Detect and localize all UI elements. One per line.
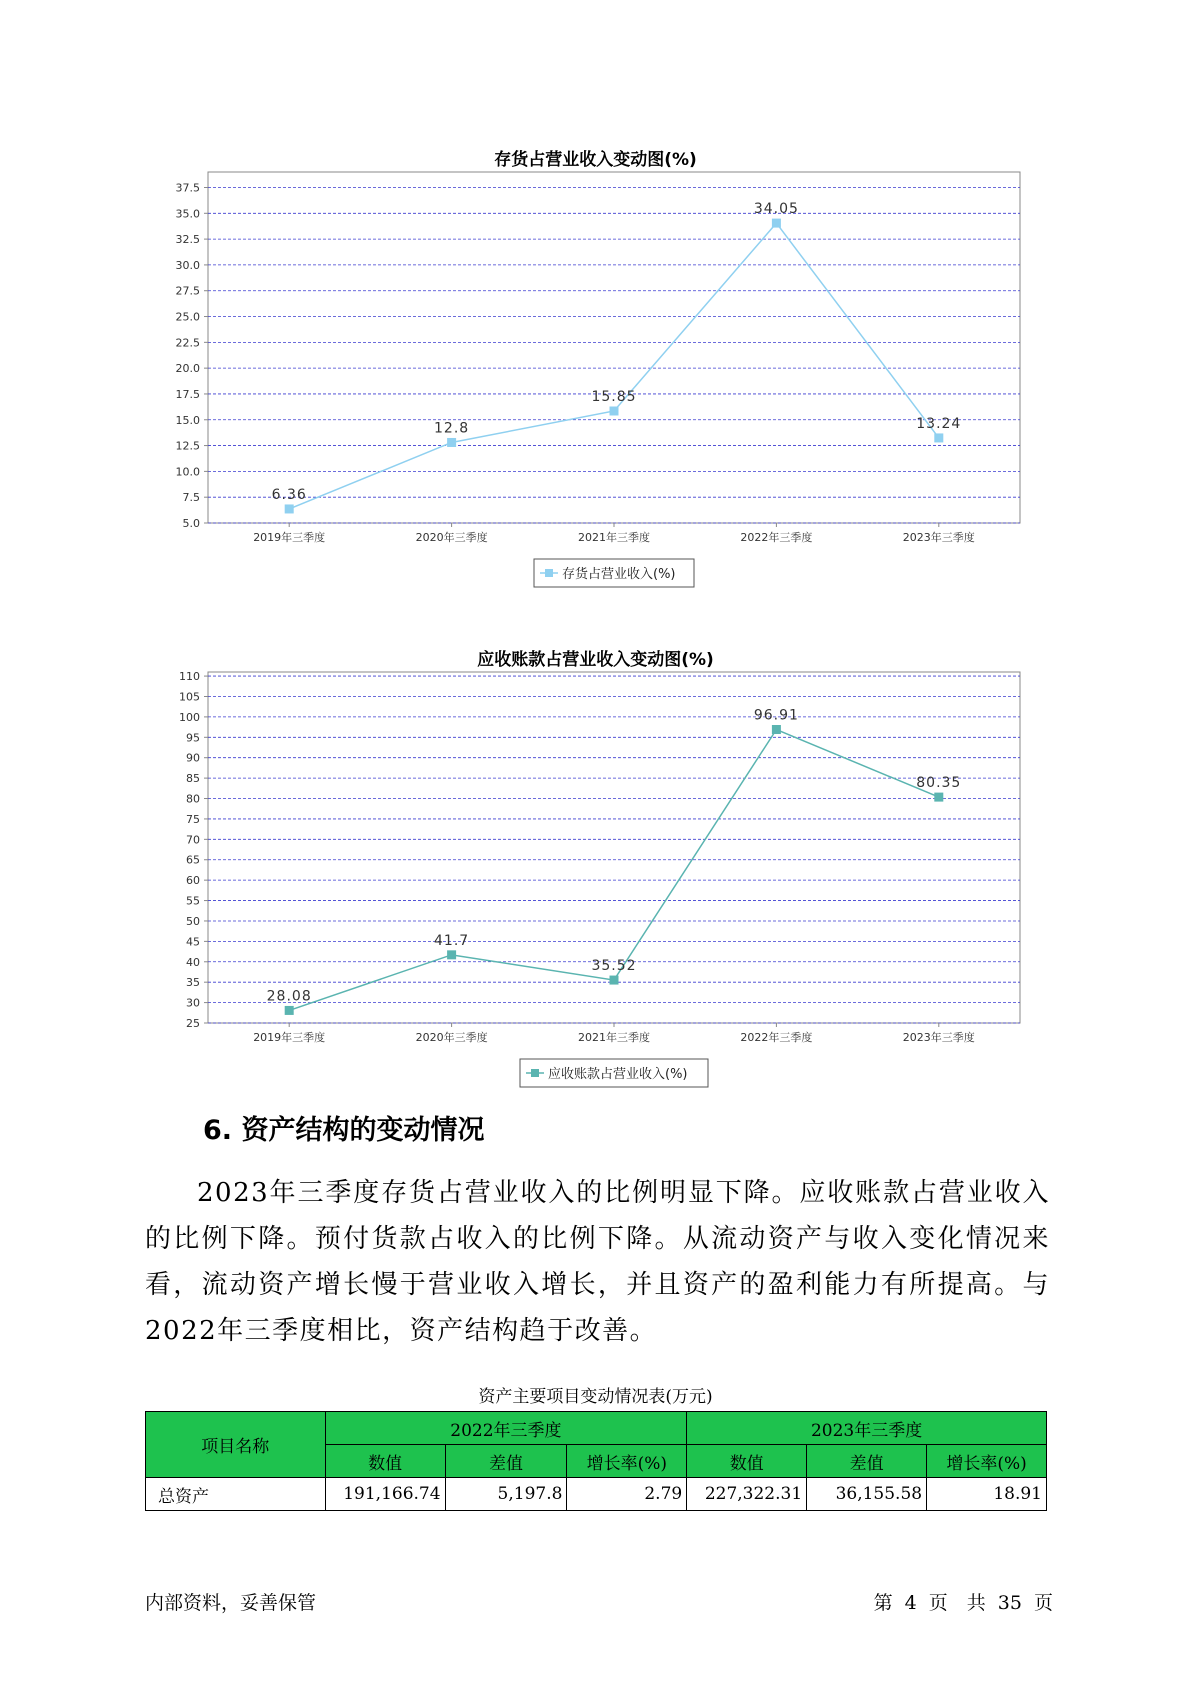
data-label: 96.91: [753, 707, 799, 724]
x-tick-label: 2022年三季度: [740, 531, 813, 544]
data-label: 13.24: [916, 415, 962, 432]
y-tick-label: 75: [186, 812, 200, 826]
table-caption: 资产主要项目变动情况表(万元): [478, 1387, 713, 1407]
x-tick-label: 2021年三季度: [578, 1031, 650, 1044]
x-tick-label: 2023年三季度: [902, 531, 975, 544]
legend-label: 应收账款占营业收入(%): [548, 1067, 688, 1082]
data-point: [447, 950, 456, 959]
legend-marker: [545, 569, 553, 577]
data-label: 80.35: [916, 775, 962, 792]
header-value: 数值: [325, 1445, 445, 1478]
data-point: [934, 433, 943, 442]
legend-marker: [531, 1069, 539, 1077]
data-point: [772, 725, 781, 734]
y-tick-label: 80: [186, 792, 200, 806]
data-point: [285, 504, 294, 513]
y-tick-label: 45: [186, 935, 200, 949]
y-tick-label: 37.5: [175, 181, 200, 195]
y-tick-label: 60: [186, 874, 200, 888]
header-diff: 差值: [445, 1445, 567, 1478]
y-tick-label: 7.5: [182, 491, 200, 505]
x-tick-label: 2023年三季度: [902, 1031, 975, 1044]
y-tick-label: 90: [186, 751, 200, 765]
receivables-ratio-chart: [0, 660, 1191, 1100]
x-tick-label: 2020年三季度: [415, 1031, 488, 1044]
header-rate: 增长率(%): [927, 1445, 1047, 1478]
y-tick-label: 25: [186, 1017, 200, 1030]
y-tick-label: 105: [179, 690, 200, 704]
header-item-name: 项目名称: [146, 1412, 326, 1478]
data-point: [285, 1006, 294, 1015]
y-tick-label: 100: [179, 710, 200, 724]
y-tick-label: 22.5: [175, 336, 200, 350]
y-tick-label: 65: [186, 853, 200, 867]
row-diff-2022: 5,197.8: [445, 1478, 567, 1511]
footer-page-number: 第 4 页 共 35 页: [873, 1592, 1053, 1614]
data-point: [772, 219, 781, 228]
table-header-row: [146, 1412, 1047, 1445]
header-period-2022: 2022年三季度: [325, 1412, 687, 1445]
footer-confidential: 内部资料，妥善保管: [145, 1592, 317, 1614]
header-diff: 差值: [807, 1445, 927, 1478]
data-label: 41.7: [434, 932, 470, 949]
y-tick-label: 17.5: [175, 387, 200, 401]
x-tick-label: 2022年三季度: [740, 1031, 813, 1044]
header-rate: 增长率(%): [567, 1445, 687, 1478]
row-diff-2023: 36,155.58: [807, 1478, 927, 1511]
y-tick-label: 30.0: [175, 258, 200, 272]
plot-frame: [208, 172, 1020, 523]
row-rate-2023: 18.91: [927, 1478, 1047, 1511]
y-tick-label: 50: [186, 914, 200, 928]
header-period-2023: 2023年三季度: [687, 1412, 1047, 1445]
asset-change-table: [145, 1411, 1047, 1511]
data-label: 6.36: [271, 486, 307, 503]
x-tick-label: 2019年三季度: [253, 531, 326, 544]
y-tick-label: 110: [179, 670, 200, 684]
data-point: [934, 793, 943, 802]
y-tick-label: 12.5: [175, 439, 200, 453]
section-heading: 6. 资产结构的变动情况: [203, 1115, 485, 1146]
data-point: [610, 406, 619, 415]
y-tick-label: 20.0: [175, 362, 200, 376]
legend-label: 存货占营业收入(%): [562, 567, 676, 582]
x-tick-label: 2021年三季度: [578, 531, 650, 544]
y-tick-label: 25.0: [175, 310, 200, 324]
row-rate-2022: 2.79: [567, 1478, 687, 1511]
x-tick-label: 2020年三季度: [415, 531, 488, 544]
row-name: 总资产: [146, 1478, 326, 1511]
y-tick-label: 10.0: [175, 465, 200, 479]
y-tick-label: 55: [186, 894, 200, 908]
chart1-title: 存货占营业收入变动图(%): [494, 150, 697, 170]
table-row: [146, 1478, 1047, 1511]
data-point: [610, 976, 619, 985]
header-value: 数值: [687, 1445, 807, 1478]
y-tick-label: 32.5: [175, 233, 200, 247]
y-tick-label: 95: [186, 731, 200, 745]
data-label: 12.8: [434, 420, 470, 437]
x-tick-label: 2019年三季度: [253, 1031, 326, 1044]
data-label: 34.05: [753, 201, 799, 218]
y-tick-label: 70: [186, 833, 200, 847]
y-tick-label: 15.0: [175, 413, 200, 427]
y-tick-label: 35.0: [175, 207, 200, 221]
data-label: 35.52: [591, 958, 637, 975]
data-label: 28.08: [266, 988, 312, 1005]
y-tick-label: 85: [186, 772, 200, 786]
y-tick-label: 5.0: [182, 517, 200, 530]
y-tick-label: 30: [186, 996, 200, 1010]
data-label: 15.85: [591, 388, 637, 405]
y-tick-label: 27.5: [175, 284, 200, 298]
y-tick-label: 40: [186, 955, 200, 969]
y-tick-label: 35: [186, 976, 200, 990]
row-value-2023: 227,322.31: [687, 1478, 807, 1511]
chart2-title: 应收账款占营业收入变动图(%): [477, 650, 714, 670]
inventory-ratio-chart: [0, 160, 1191, 600]
section-paragraph: 2023年三季度存货占营业收入的比例明显下降。应收账款占营业收入的比例下降。预付货款占收入的比例下降。从流动资产与收入变化情况来看，流动资产增长慢于营业收入增长，并且资产的盈利能力有所提高。与2022年三季度相比，资产结构趋于改善。: [145, 1178, 1050, 1346]
data-point: [447, 438, 456, 447]
row-value-2022: 191,166.74: [325, 1478, 445, 1511]
